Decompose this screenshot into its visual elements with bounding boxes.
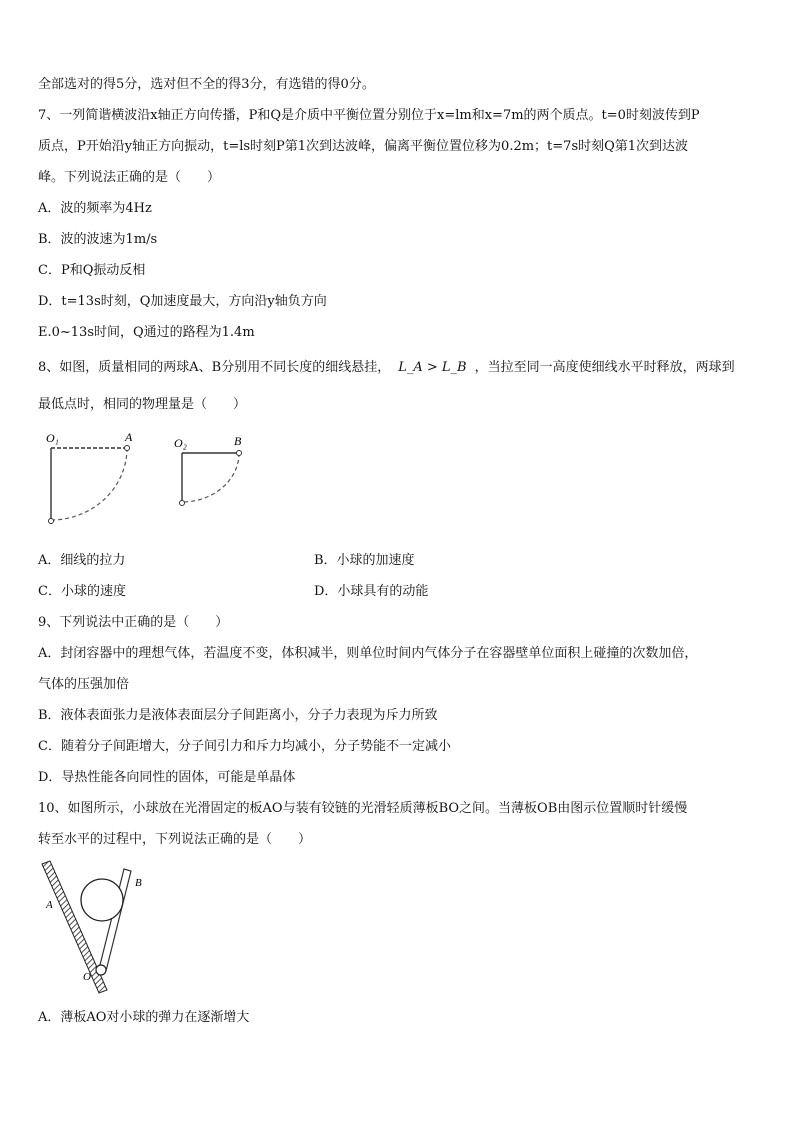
q7-stem-line3: 峰。下列说法正确的是（ ） <box>38 170 221 185</box>
ball-a-top <box>125 446 130 451</box>
q9-stem: 9、下列说法中正确的是（ ） <box>38 615 229 630</box>
ball-b-bottom <box>180 501 185 506</box>
q8-option-d: D．小球具有的动能 <box>314 584 429 599</box>
label-o1: O₁ <box>46 431 59 445</box>
q8-option-b: B．小球的加速度 <box>314 553 415 568</box>
pendulum-b-arc <box>182 453 239 502</box>
q7-stem-line1: 7、一列简谐横波沿x轴正方向传播，P和Q是介质中平衡位置分别位于x=lm和x=7m的两个质点。t=0时刻波传到P <box>38 108 700 123</box>
q10-stem-line1: 10、如图所示，小球放在光滑固定的板AO与装有铰链的光滑轻质薄板BO之间。当薄板OB由图示位置顺时针缓慢 <box>38 801 688 816</box>
label-a: A <box>125 430 133 444</box>
q9-option-c: C．随着分子间距增大，分子间引力和斥力均减小，分子势能不一定减小 <box>38 739 451 754</box>
label-b: B <box>135 877 142 889</box>
q7-option-e: E.0~13s时间，Q通过的路程为1.4m <box>38 325 255 340</box>
q8-stem-post: ，当拉至同一高度使细线水平时释放，两球到 <box>474 360 735 375</box>
pendulum-figure <box>40 428 260 528</box>
q8-formula: L_A > L_B <box>398 360 467 375</box>
q9-option-a: A．封闭容器中的理想气体，若温度不变，体积减半，则单位时间内气体分子在容器壁单位面积上碰撞的次数加倍， <box>38 646 698 661</box>
label-b: B <box>234 434 242 448</box>
q8-stem-line2: 最低点时，相同的物理量是（ ） <box>38 397 247 412</box>
label-o2: O₂ <box>174 436 187 450</box>
ball-a-bottom <box>49 519 54 524</box>
board-figure <box>40 858 160 1000</box>
pendulum-a-arc <box>51 448 127 520</box>
q10-option-a: A．薄板AO对小球的弹力在逐渐增大 <box>38 1010 250 1025</box>
q8-stem-pre: 8、如图，质量相同的两球A、B分别用不同长度的细线悬挂， <box>38 360 391 375</box>
q7-stem-line2: 质点，P开始沿y轴正方向振动，t=ls时刻P第1次到达波峰，偏离平衡位置位移为0.2m；t=7s时刻Q第1次到达波 <box>38 139 689 154</box>
q8-option-c: C．小球的速度 <box>38 584 126 599</box>
q8-stem-line1 <box>38 360 735 376</box>
q7-option-b: B．波的波速为1m/s <box>38 232 158 247</box>
hinge <box>96 965 106 975</box>
intro-text: 全部选对的得5分，选对但不全的得3分，有选错的得0分。 <box>38 77 375 92</box>
ball-b-top <box>237 451 242 456</box>
label-o: O <box>83 971 91 983</box>
q9-option-a-cont: 气体的压强加倍 <box>38 677 130 692</box>
q7-option-a: A．波的频率为4Hz <box>38 201 152 216</box>
q7-option-d: D．t=13s时刻，Q加速度最大，方向沿y轴负方向 <box>38 294 327 309</box>
q8-option-a: A．细线的拉力 <box>38 553 126 568</box>
ball <box>81 879 123 921</box>
q9-option-b: B．液体表面张力是液体表面层分子间距离小，分子力表现为斥力所致 <box>38 708 438 723</box>
q10-stem-line2: 转至水平的过程中，下列说法正确的是（ ） <box>38 832 312 847</box>
q9-option-d: D．导热性能各向同性的固体，可能是单晶体 <box>38 770 296 785</box>
q7-option-c: C．P和Q振动反相 <box>38 263 146 278</box>
label-a: A <box>46 899 53 911</box>
